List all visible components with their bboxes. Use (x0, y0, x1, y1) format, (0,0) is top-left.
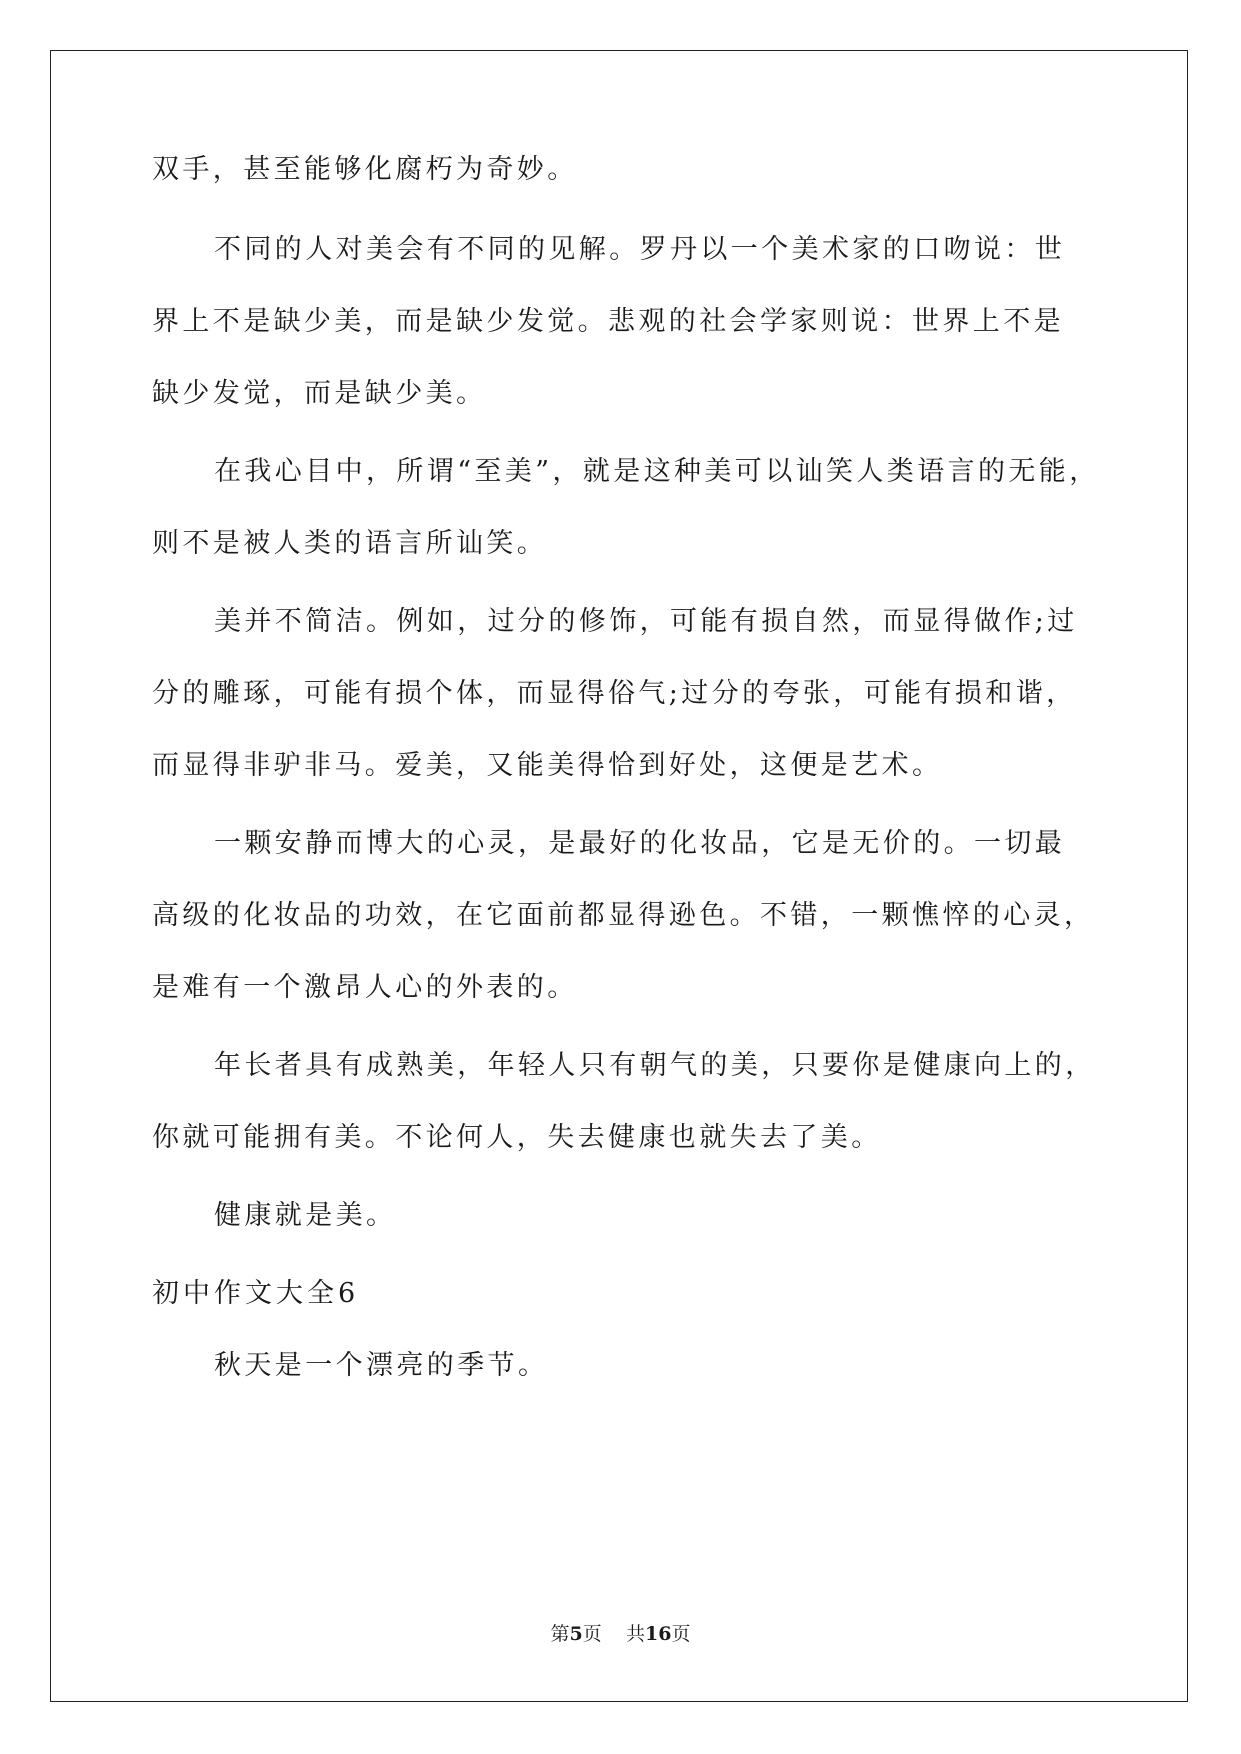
footer-page-prefix: 第 (550, 1623, 570, 1645)
text-line: 是难有一个激昂人心的外表的。 (152, 972, 578, 1003)
footer-total-prefix: 共 (625, 1623, 645, 1645)
text-line: 健康就是美。 (214, 1200, 397, 1231)
footer-page-number: 5 (569, 1623, 583, 1645)
text-line: 缺少发觉，而是缺少美。 (152, 378, 487, 409)
text-line: 则不是被人类的语言所讪笑。 (152, 528, 548, 559)
footer-page-suffix: 页 (582, 1623, 602, 1645)
text-line: 分的雕琢，可能有损个体，而显得俗气;过分的夸张，可能有损和谐， (152, 678, 1077, 709)
footer-total-suffix: 页 (671, 1623, 691, 1645)
text-line: 一颗安静而博大的心灵，是最好的化妆品，它是无价的。一切最 (214, 828, 1066, 859)
text-line: 秋天是一个漂亮的季节。 (214, 1350, 549, 1381)
text-line: 美并不简洁。例如，过分的修饰，可能有损自然，而显得做作;过 (214, 606, 1078, 637)
text-line: 而显得非驴非马。爱美，又能美得恰到好处，这便是艺术。 (152, 750, 943, 781)
section-heading: 初中作文大全6 (152, 1278, 360, 1309)
text-line: 年长者具有成熟美，年轻人只有朝气的美，只要你是健康向上的， (214, 1050, 1096, 1081)
text-line: 高级的化妆品的功效，在它面前都显得逊色。不错，一颗憔悴的心灵， (152, 900, 1095, 931)
text-line: 你就可能拥有美。不论何人，失去健康也就失去了美。 (152, 1122, 882, 1153)
text-line: 界上不是缺少美，而是缺少发觉。悲观的社会学家则说：世界上不是 (152, 306, 1064, 337)
text-line: 在我心目中，所谓“至美”，就是这种美可以讪笑人类语言的无能， (214, 456, 1100, 487)
page-footer (0, 1622, 1241, 1646)
footer-total-pages: 16 (644, 1623, 672, 1645)
text-line: 双手，甚至能够化腐朽为奇妙。 (152, 154, 578, 185)
text-line: 不同的人对美会有不同的见解。罗丹以一个美术家的口吻说：世 (214, 234, 1066, 265)
page-border (50, 50, 1188, 1702)
